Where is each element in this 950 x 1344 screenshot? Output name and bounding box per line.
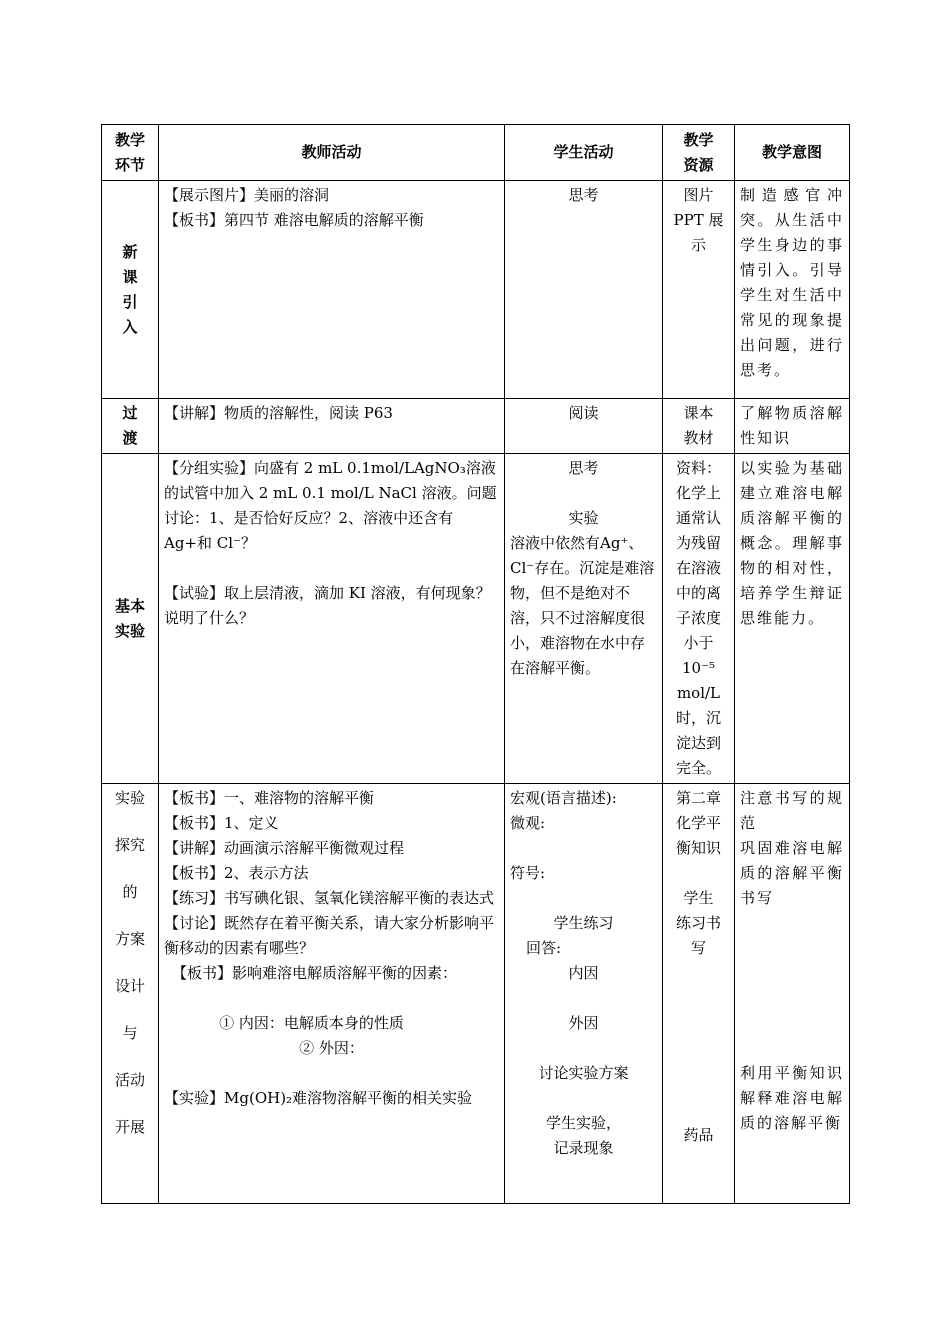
resource-cell: 课本 教材 — [663, 399, 735, 454]
resource-cell: 第二章 化学平 衡知识 学生 练习书 写 药品 — [663, 784, 735, 1204]
teacher-activity-cell: 【展示图片】美丽的溶洞 【板书】第四节 难溶电解质的溶解平衡 — [159, 181, 505, 399]
table-row — [102, 454, 850, 784]
teacher-activity-cell: 【板书】一、难溶物的溶解平衡 【板书】1、定义 【讲解】动画演示溶解平衡微观过程 【板书】2、表示方法 【练习】书写碘化银、氢氧化镁溶解平衡的表达式 【讨论】既然存在着平衡关系，请大家分析影响平衡移动的因素有哪些？ 【板书】影响难溶电解质溶解平衡的因素： ① 内因：电解质本身的性质 ② 外因： 【实验】Mg(OH)₂难溶物溶解平衡的相关实验 — [159, 784, 505, 1204]
resource-cell: 图片 PPT 展 示 — [663, 181, 735, 399]
header-stage: 教学 环节 — [102, 125, 159, 181]
student-activity-cell: 宏观(语言描述): 微观: 符号: 学生练习 回答: 内因 外因 讨论实验方案 学生实验， 记录现象 — [505, 784, 663, 1204]
header-student-activity: 学生活动 — [505, 125, 663, 181]
stage-cell: 基本 实验 — [102, 454, 159, 784]
stage-cell: 实验 探究 的 方案 设计 与 活动 开展 — [102, 784, 159, 1204]
table-row — [102, 784, 850, 1204]
teacher-activity-cell: 【讲解】物质的溶解性，阅读 P63 — [159, 399, 505, 454]
stage-cell: 新 课 引 入 — [102, 181, 159, 399]
header-resource: 教学 资源 — [663, 125, 735, 181]
student-activity-cell: 阅读 — [505, 399, 663, 454]
intent-cell: 了解物质溶解性知识 — [735, 399, 850, 454]
intent-cell: 注意书写的规范 巩固难溶电解质的溶解平衡书写 利用平衡知识解释难溶电解质的溶解平衡 — [735, 784, 850, 1204]
stage-cell: 过 渡 — [102, 399, 159, 454]
student-activity-cell: 思考 — [505, 181, 663, 399]
teacher-activity-cell: 【分组实验】向盛有 2 mL 0.1mol/LAgNO₃溶液的试管中加入 2 mL 0.1 mol/L NaCl 溶液。问题讨论：1、是否恰好反应？2、溶液中还含有 Ag+和 Cl⁻？ 【试验】取上层清液，滴加 KI 溶液，有何现象？说明了什么？ — [159, 454, 505, 784]
table-header-row — [102, 125, 850, 181]
table-row — [102, 399, 850, 454]
header-intent: 教学意图 — [735, 125, 850, 181]
intent-cell: 以实验为基础建立难溶电解质溶解平衡的概念。理解事物的相对性，培养学生辩证思维能力。 — [735, 454, 850, 784]
resource-cell: 资料： 化学上 通常认 为残留 在溶液 中的离 子浓度 小于 10⁻⁵ mol/L 时，沉 淀达到 完全。 — [663, 454, 735, 784]
table-row — [102, 181, 850, 399]
intent-cell: 制造感官冲突。从生活中学生身边的事情引入。引导学生对生活中常见的现象提出问题，进行思考。 — [735, 181, 850, 399]
header-teacher-activity: 教师活动 — [159, 125, 505, 181]
lesson-plan-table — [101, 124, 850, 1204]
student-activity-cell: 思考 实验 溶液中依然有Ag⁺、Cl⁻存在。沉淀是难溶物，但不是绝对不溶，只不过溶解度很小，难溶物在水中存在溶解平衡。 — [505, 454, 663, 784]
